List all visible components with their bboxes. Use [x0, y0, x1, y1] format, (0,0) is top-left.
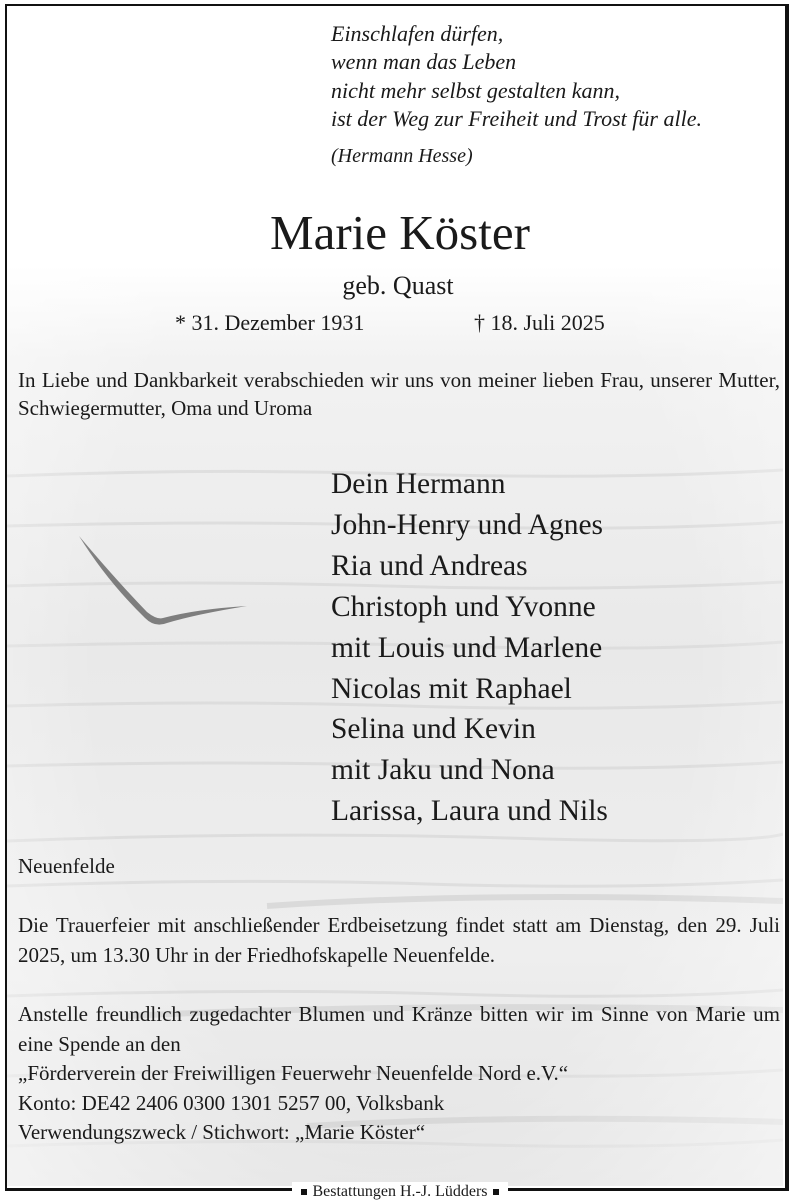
donation-intro: Anstelle freundlich zugedachter Blumen und Kränze bitten wir im Sinne von Marie um eine Spende an den — [18, 1002, 780, 1056]
mourner-line: John-Henry und Agnes — [331, 508, 604, 541]
square-bullet-icon — [493, 1189, 499, 1195]
birth-date: * 31. Dezember 1931 — [175, 310, 365, 335]
mourner-line: mit Jaku und Nona — [331, 754, 555, 787]
mourner-line: Ria und Andreas — [331, 549, 528, 582]
death-date: † 18. Juli 2025 — [474, 310, 605, 335]
mourner-line: Nicolas mit Raphael — [331, 672, 572, 705]
quote-line: Einschlafen dürfen, — [331, 21, 504, 46]
mourner-line: Selina und Kevin — [331, 713, 536, 746]
birth-name — [0, 270, 800, 302]
mourner-line: mit Louis und Marlene — [331, 631, 603, 664]
donation-block — [18, 1000, 780, 1148]
mourner-line: Larissa, Laura und Nils — [331, 795, 608, 828]
quote-line: nicht mehr selbst gestalten kann, — [331, 77, 621, 103]
quote-author: (Hermann Hesse) — [331, 144, 473, 167]
funeral-home-name: Bestattungen H.-J. Lüdders — [312, 1183, 488, 1200]
quote-line: wenn man das Leben — [331, 49, 517, 75]
deceased-name: Marie Köster — [270, 205, 530, 260]
ceremony-text: Die Trauerfeier mit anschließender Erdbeisetzung findet statt am Dienstag, den 29. Juli 2025, um 13.30 Uhr in der Friedhofskapelle Neuenfelde. — [18, 913, 780, 967]
hesse-quote — [331, 20, 702, 170]
donation-reference: Verwendungszweck / Stichwort: „Marie Köster“ — [18, 1120, 426, 1144]
footer-label — [292, 1182, 507, 1202]
square-bullet-icon — [301, 1189, 307, 1195]
mourners-list — [331, 464, 608, 832]
mourner-line: Christoph und Yvonne — [331, 590, 596, 623]
donation-recipient: „Förderverein der Freiwilligen Feuerwehr Neuenfelde Nord e.V.“ — [18, 1061, 569, 1085]
intro-text: In Liebe und Dankbarkeit verabschieden wir uns von meiner lieben Frau, unserer Mutter, Schwiegermutter, Oma und Uroma — [18, 368, 780, 420]
place-name: Neuenfelde — [18, 854, 115, 878]
quote-line: ist der Weg zur Freiheit und Trost für alle. — [331, 106, 702, 132]
donation-account: Konto: DE42 2406 0300 1301 5257 00, Volksbank — [18, 1090, 445, 1115]
footer — [0, 1181, 800, 1202]
mourner-line: Dein Hermann — [331, 468, 506, 500]
birth-name-text: geb. Quast — [342, 271, 454, 300]
